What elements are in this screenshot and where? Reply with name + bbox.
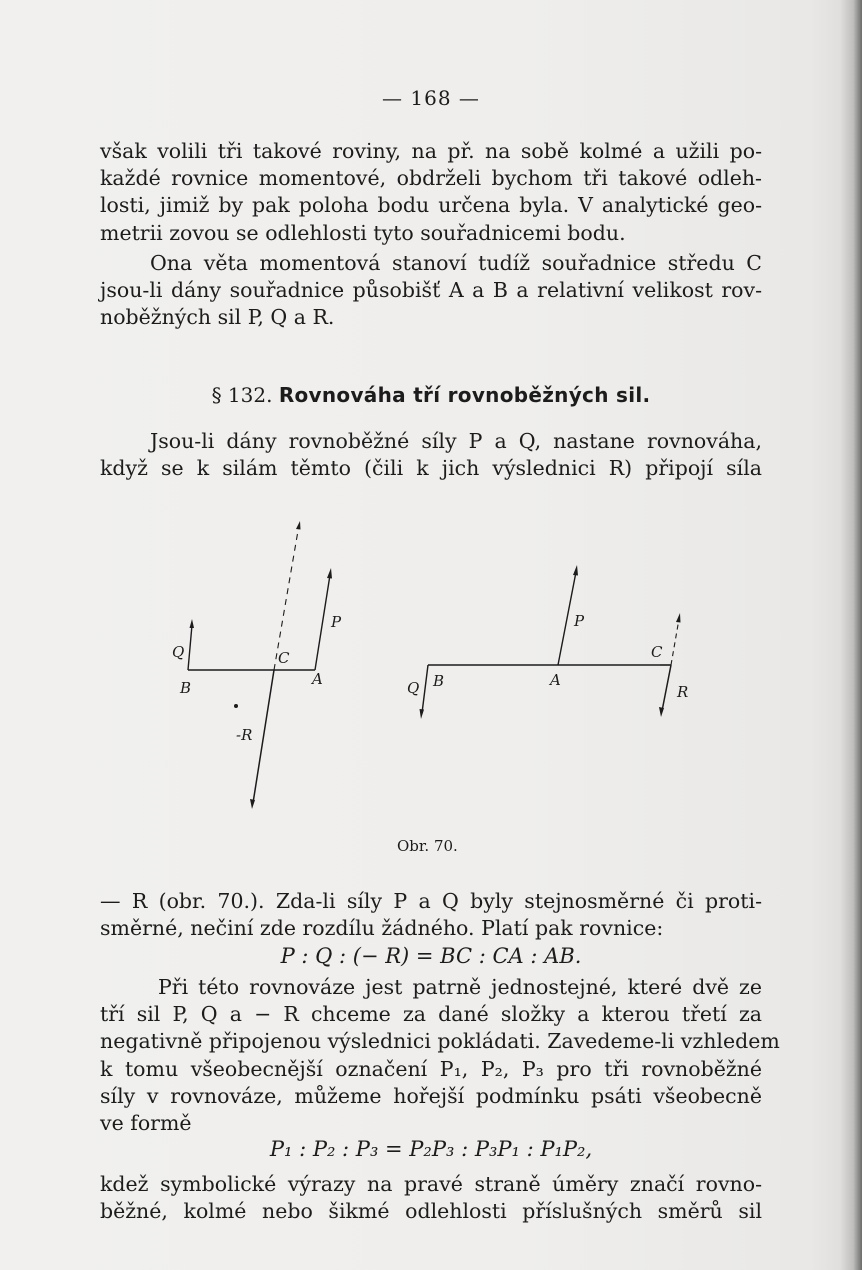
force-r-arrow <box>662 665 671 711</box>
label-minus-r: -R <box>236 726 253 744</box>
paragraph-5 <box>100 974 780 1137</box>
text-line: kdež symbolické výrazy na pravé straně úměry značí rovno- <box>100 1172 762 1196</box>
label-c: C <box>278 649 290 667</box>
text-line: losti, jimiž by pak poloha bodu určena byla. V analytické geo- <box>100 193 762 218</box>
text-line: metrii zovou se odlehlosti tyto souřadnicemi bodu. <box>100 220 626 245</box>
section-title: Rovnováha tří rovnoběžných sil. <box>278 383 651 407</box>
text-line: síly v rovnováze, můžeme hořejší podmínku psáti všeobecně <box>100 1083 762 1108</box>
force-q-arrow <box>422 665 428 713</box>
label-r: R <box>677 683 689 701</box>
arrowhead <box>190 619 195 628</box>
text-line: k tomu všeobecnější označení P₁, P₂, P₃ pro tři rovnoběžné <box>100 1056 762 1081</box>
text-line: — R (obr. 70.). Zda-li síly P a Q byly stejnosměrné či proti- <box>100 889 762 913</box>
paragraph-3 <box>100 428 762 482</box>
text-line: běžné, kolmé nebo šikmé odlehlosti příslušných směrů sil <box>100 1199 762 1224</box>
label-b: B <box>180 679 192 697</box>
label-p: P <box>574 612 585 630</box>
arrowhead <box>659 707 664 717</box>
paragraph-6 <box>100 1171 762 1225</box>
section-heading <box>0 383 862 407</box>
text-line: směrné, nečiní zde rozdílu žádného. Platí pak rovnice: <box>100 916 664 941</box>
equation-1: P : Q : (− R) = BC : CA : AB. <box>280 944 582 968</box>
force-minus-r-arrow <box>253 670 274 803</box>
label-q: Q <box>172 643 185 661</box>
paragraph-4 <box>100 888 762 942</box>
text-line: ve formě <box>100 1111 192 1136</box>
figure-70 <box>150 515 710 815</box>
label-b: B <box>433 672 445 690</box>
text-line: když se k silám těmto (čili k jich výslednici R) připojí síla <box>100 456 762 481</box>
label-q: Q <box>407 679 420 697</box>
label-a: A <box>312 670 323 688</box>
text-line: Při této rovnováze jest patrně jednostejné, které dvě ze <box>158 975 762 999</box>
text-line: tří sil P, Q a − R chceme za dané složky a kterou třetí za <box>100 1002 762 1027</box>
point-dot <box>234 704 238 708</box>
label-c: C <box>651 643 663 661</box>
force-p-arrow <box>315 575 330 670</box>
arrowhead <box>676 613 681 623</box>
arrowhead <box>420 709 425 719</box>
label-a: A <box>550 671 561 689</box>
page-number: — 168 — <box>382 86 480 110</box>
section-symbol: § 132. <box>211 383 273 407</box>
arrowhead <box>327 568 332 579</box>
text-line: Jsou-li dány rovnoběžné síly P a Q, nastane rovnováha, <box>150 429 762 453</box>
paragraph-2 <box>100 250 762 332</box>
force-q-arrow <box>188 625 192 670</box>
text-line: jsou-li dány souřadnice působišť A a B a relativní velikost rov- <box>100 278 762 303</box>
paragraph-1 <box>100 138 762 247</box>
page-edge-shadow <box>840 0 862 1270</box>
arrowhead <box>573 565 578 576</box>
text-line: však volili tři takové roviny, na př. na sobě kolmé a užili po- <box>100 139 762 163</box>
arrowhead <box>296 521 301 530</box>
figure-caption: Obr. 70. <box>397 837 458 855</box>
text-line: negativně připojenou výslednici pokládati. Zavedeme-li vzhledem <box>100 1029 780 1054</box>
arrowhead <box>250 799 255 809</box>
equation-2: P₁ : P₂ : P₃ = P₂P₃ : P₃P₁ : P₁P₂, <box>269 1137 593 1161</box>
text-line: noběžných sil P, Q a R. <box>100 305 335 330</box>
right-diagram <box>407 565 688 719</box>
resultant-dashed <box>671 619 679 665</box>
text-line: Ona věta momentová stanoví tudíž souřadnice středu C <box>150 251 762 275</box>
label-p: P <box>331 613 342 631</box>
left-diagram <box>172 521 342 809</box>
text-line: každé rovnice momentové, obdrželi bychom tři takové odleh- <box>100 166 762 191</box>
